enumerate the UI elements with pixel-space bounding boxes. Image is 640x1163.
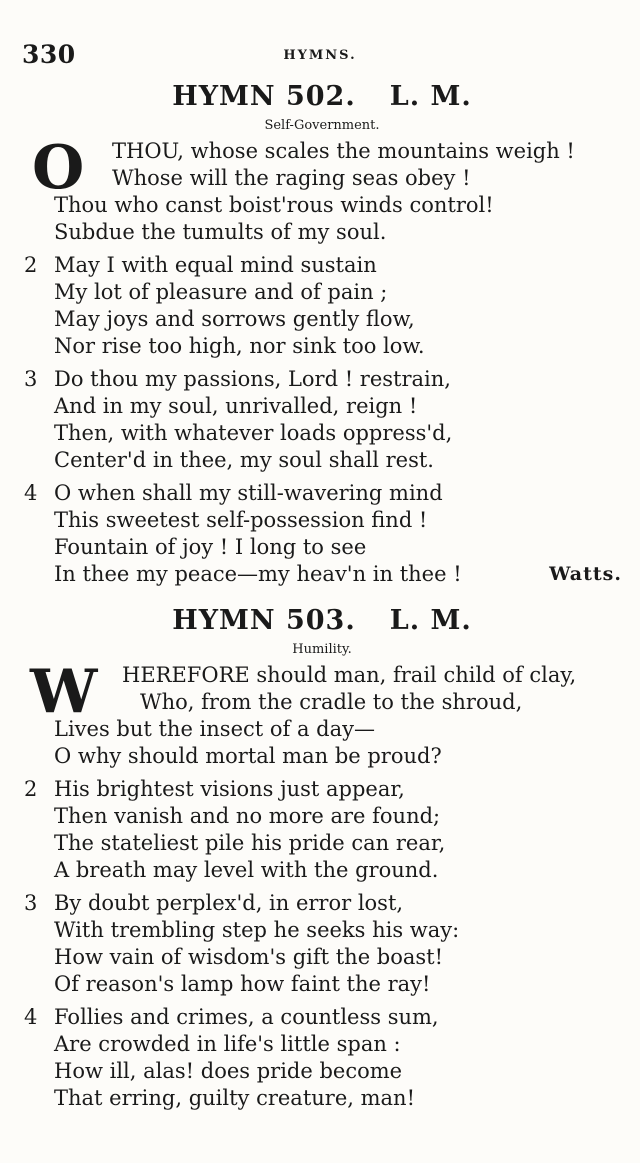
hymn-meter: L. M.	[389, 605, 472, 636]
verse-line: Nor rise too high, nor sink too low.	[54, 334, 425, 358]
page-number: 330	[22, 40, 76, 69]
running-title: HYMNS.	[283, 48, 357, 63]
stanza-number: 3	[24, 367, 38, 391]
verse-line: Center'd in thee, my soul shall rest.	[54, 448, 434, 472]
stanza-number: 2	[24, 777, 38, 801]
hymn-502	[22, 80, 622, 588]
verse-line: How ill, alas! does pride become	[54, 1059, 403, 1083]
verse-line: My lot of pleasure and of pain ;	[54, 280, 388, 304]
verse-line: O why should mortal man be proud?	[54, 744, 442, 768]
verse-line: A breath may level with the ground.	[54, 858, 439, 882]
verse-line: Thou who canst boist'rous winds control!	[54, 193, 494, 217]
stanza-number: 3	[24, 891, 38, 915]
verse-line: That erring, guilty creature, man!	[54, 1086, 416, 1110]
stanza-3	[22, 890, 622, 998]
hymn-meter: L. M.	[389, 81, 472, 112]
verse-line: Subdue the tumults of my soul.	[54, 220, 387, 244]
verse-line: His brightest visions just appear,	[54, 777, 405, 801]
verse-line: Lives but the insect of a day—	[54, 717, 375, 741]
drop-cap: O	[32, 133, 85, 203]
running-header	[22, 40, 618, 70]
hymn-subject: Humility.	[292, 642, 352, 657]
verse-line: With trembling step he seeks his way:	[54, 918, 460, 942]
verse-line: Whose will the raging seas obey !	[112, 166, 471, 190]
verse-line: HEREFORE should man, frail child of clay,	[122, 663, 577, 687]
verse-line: THOU, whose scales the mountains weigh !	[112, 139, 575, 163]
verse-line: By doubt perplex'd, in error lost,	[54, 891, 404, 915]
verse-line: Fountain of joy ! I long to see	[54, 535, 367, 559]
hymn-number: HYMN 503.	[172, 605, 356, 636]
stanza-4	[22, 480, 622, 588]
stanza-number: 4	[24, 481, 38, 505]
verse-line: Who, from the cradle to the shroud,	[140, 690, 523, 714]
verse-line: Do thou my passions, Lord ! restrain,	[54, 367, 451, 391]
stanza-3	[22, 366, 622, 474]
verse-line: The stateliest pile his pride can rear,	[54, 831, 446, 855]
stanza-1	[22, 657, 622, 770]
verse-line: May I with equal mind sustain	[54, 253, 377, 277]
verse-line: In thee my peace—my heav'n in thee !	[54, 562, 462, 586]
verse-line: Of reason's lamp how faint the ray!	[54, 972, 431, 996]
verse-line: Then vanish and no more are found;	[54, 804, 441, 828]
hymn-subject: Self-Government.	[264, 118, 380, 133]
stanza-4	[22, 1004, 622, 1112]
verse-line: Follies and crimes, a countless sum,	[54, 1005, 439, 1029]
verse-line: May joys and sorrows gently flow,	[54, 307, 415, 331]
verse-line: O when shall my still-wavering mind	[54, 481, 443, 505]
stanza-2	[22, 252, 622, 360]
hymn-author: Watts.	[549, 563, 622, 585]
verse-line: This sweetest self-possession find !	[54, 508, 428, 532]
hymn-title	[22, 604, 622, 638]
drop-cap: W	[30, 657, 98, 727]
stanza-1	[22, 133, 622, 246]
stanza-2	[22, 776, 622, 884]
verse-line: Are crowded in life's little span :	[54, 1032, 401, 1056]
verse-line: Then, with whatever loads oppress'd,	[54, 421, 453, 445]
hymn-503	[22, 604, 622, 1112]
verse-line: And in my soul, unrivalled, reign !	[54, 394, 418, 418]
hymn-title	[22, 80, 622, 114]
verse-line: How vain of wisdom's gift the boast!	[54, 945, 444, 969]
hymn-number: HYMN 502.	[172, 81, 356, 112]
stanza-number: 4	[24, 1005, 38, 1029]
stanza-number: 2	[24, 253, 38, 277]
